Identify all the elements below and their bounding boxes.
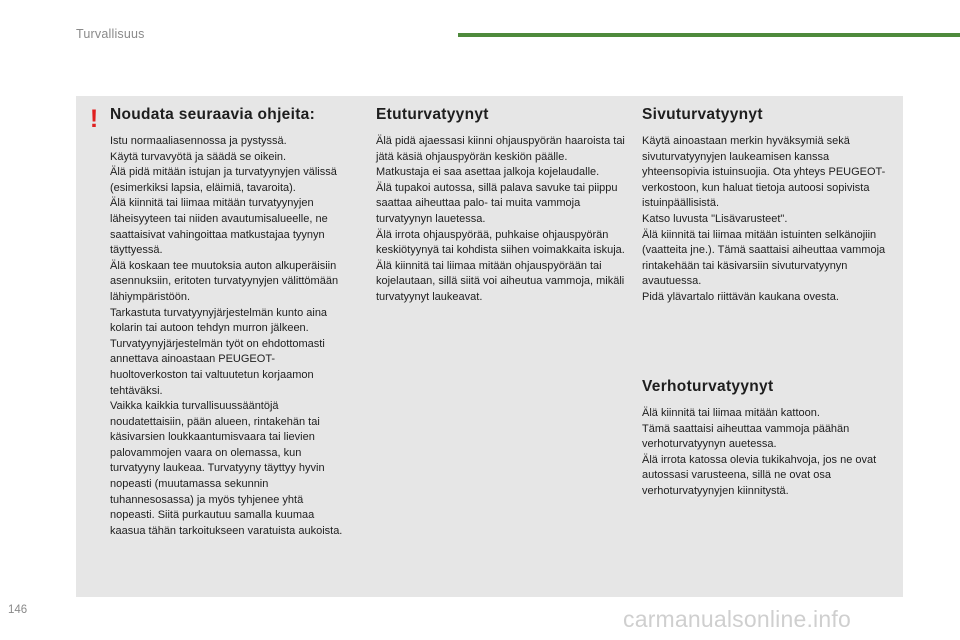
general-instructions <box>110 106 350 539</box>
general-title: Noudata seuraavia ohjeita: <box>110 106 316 123</box>
page-number: 146 <box>8 604 28 616</box>
curtain-body: Älä kiinnitä tai liimaa mitään kattoon. Tämä saattaisi aiheuttaa vammoja päähän verhoturvatyynyn auetessa. Älä irrota katossa olevia tukikahvoja, jos ne ovat autossasi varusteena, sillä ne ovat osa verhoturvatyynyjen kiinnitystä. <box>642 407 877 497</box>
general-body: Istu normaaliasennossa ja pystyssä. Käytä turvavyötä ja säädä se oikein. Älä pidä mitään istujan ja turvatyynyjen välissä (esimerkiksi lapsia, eläimiä, tavaroita). Älä kiinnitä tai liimaa mitään turvatyynyjen läheisyyteen tai niiden avautumisalueelle, ne saattaisivat vahingoittaa matkustajaa tyynyn täyttyessä. Älä koskaan tee muutoksia auton alkuperäisiin asennuksiin, eritoten turvatyynyjen välittömään lähiympäristöön. Tarkastuta turvatyynyjärjestelmän kunto aina kolarin tai autoon tehdyn murron jälkeen. Turvatyynyjärjestelmän työt on ehdottomasti annettava ainoastaan PEUGEOT-huoltoverkoston tai valtuutetun korjaamon tehtäväksi. Vaikka kaikkia turvallisuussääntöjä noudatettaisiin, pään alueen, rintakehän tai käsivarsien loukkaantumisvaara tai lievien palovammojen vaara on olemassa, kun turvatyyny laukeaa. Turvatyyny täyttyy hyvin nopeasti (muutamassa sekunnin tuhannesosassa) ja myös tyhjenee yhtä nopeasti. Siitä purkautuu samalla kuumaa kaasua tähän tarkoitukseen varatuista aukoista. <box>110 135 343 537</box>
side-airbags <box>642 106 897 306</box>
watermark: carmanualsonline.info <box>623 606 851 632</box>
curtain-airbags <box>642 378 897 500</box>
front-title: Etuturvatyynyt <box>376 106 489 123</box>
safety-panel <box>76 96 903 597</box>
curtain-title: Verhoturvatyynyt <box>642 378 774 395</box>
section-title: Turvallisuus <box>76 27 145 41</box>
front-body: Älä pidä ajaessasi kiinni ohjauspyörän haaroista tai jätä käsiä ohjauspyörän keskiön päälle. Matkustaja ei saa asettaa jalkoja kojelaudalle. Älä tupakoi autossa, sillä palava savuke tai piippu saattaa aiheuttaa palo- tai muita vammoja turvatyynyn lauetessa. Älä irrota ohjauspyörää, puhkaise ohjauspyörän keskiötyynyä tai kohdista siihen voimakkaita iskuja. Älä kiinnitä tai liimaa mitään ohjauspyörään tai kojelautaan, sillä siitä voi aiheutua vammoja, mikäli turvatyynyt laukeavat. <box>376 135 625 303</box>
header-rule <box>458 33 960 37</box>
warning-icon: ! <box>89 105 99 133</box>
side-title: Sivuturvatyynyt <box>642 106 763 123</box>
side-body: Käytä ainoastaan merkin hyväksymiä sekä sivuturvatyynyjen laukeamisen kanssa yhteensopivia istuinsuojia. Ota yhteys PEUGEOT-verkostoon, kun haluat tietoja autoosi sopivista istuinpäällisistä. Katso luvusta "Lisävarusteet". Älä kiinnitä tai liimaa mitään istuinten selkänojiin (vaatteita jne.). Tämä saattaisi aiheuttaa vammoja rintakehään tai käsivarsiin sivuturvatyynyn avautuessa. Pidä ylävartalo riittävän kaukana ovesta. <box>642 135 886 303</box>
front-airbags <box>376 106 631 306</box>
